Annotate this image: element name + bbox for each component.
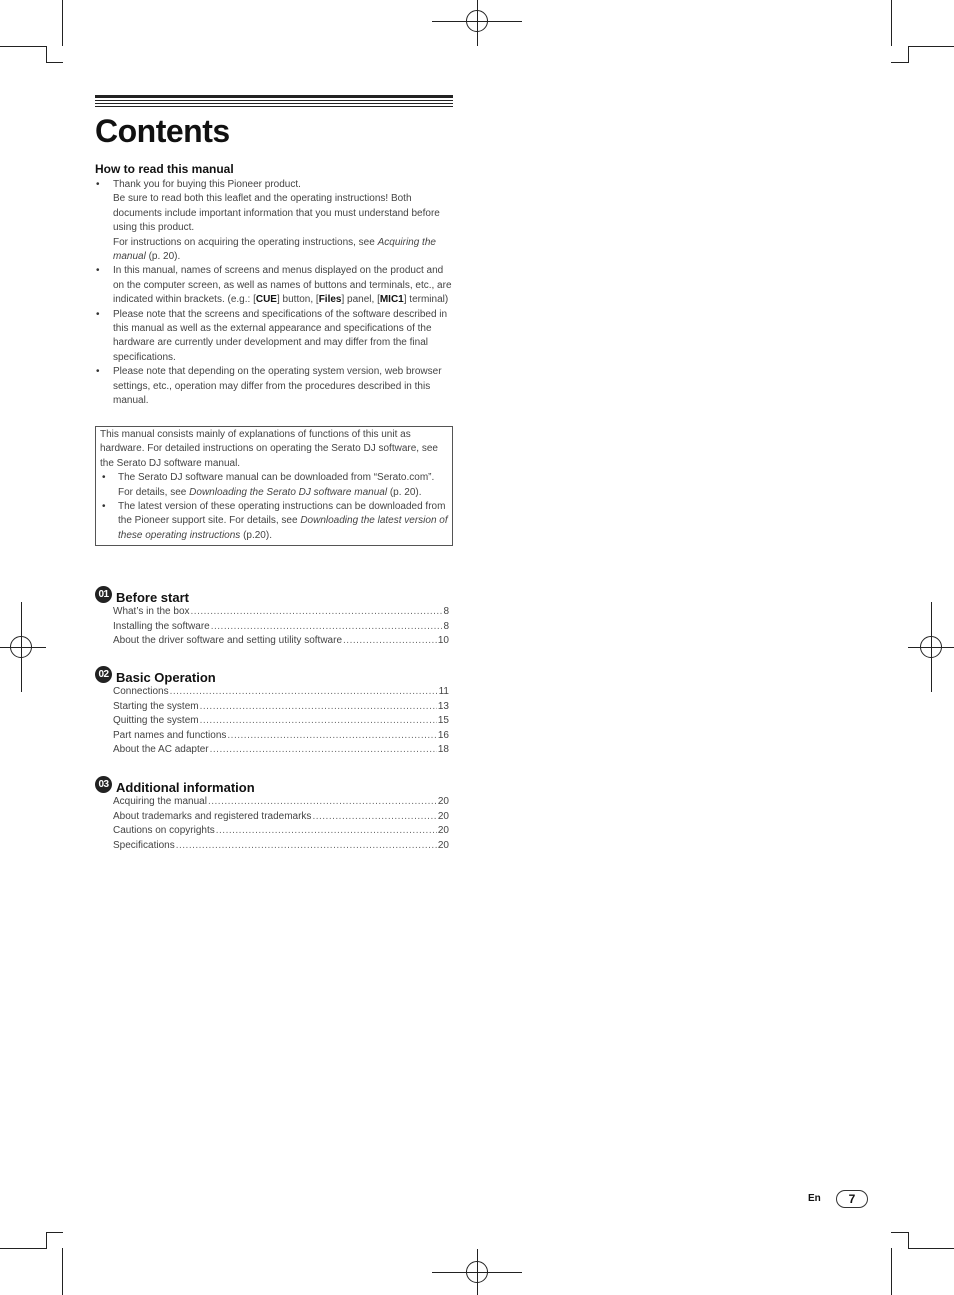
toc-section-basic-operation xyxy=(95,665,453,758)
ui-term: Files xyxy=(318,294,342,306)
crop-mark xyxy=(46,46,47,63)
section-number-badge: 03 xyxy=(95,776,112,793)
leader-dots xyxy=(343,634,437,649)
registration-circle xyxy=(466,10,488,32)
toc-page-number: 8 xyxy=(443,606,449,617)
toc-entry[interactable] xyxy=(113,810,453,825)
text: ] terminal) xyxy=(403,294,449,306)
toc-entry-label: What’s in the box xyxy=(113,606,190,617)
list-item xyxy=(100,500,448,543)
crop-mark xyxy=(46,1232,63,1233)
cross-reference: Downloading the Serato DJ software manual xyxy=(189,486,388,498)
toc-page-number: 16 xyxy=(437,729,449,741)
toc-section-header xyxy=(95,665,453,683)
crop-mark xyxy=(908,1232,909,1249)
crop-mark xyxy=(0,1248,46,1249)
text: (p.20). xyxy=(240,529,272,541)
toc-entry[interactable] xyxy=(113,714,453,729)
paragraph xyxy=(113,236,453,265)
note-intro: This manual consists mainly of explanations of functions of this unit as hardware. For detailed instructions on operating the Serato DJ software, see the Serato DJ software manual. xyxy=(100,429,438,469)
ui-term: CUE xyxy=(255,294,277,306)
title-rule xyxy=(95,95,453,108)
list-item xyxy=(95,178,453,264)
registration-circle xyxy=(466,1261,488,1283)
toc-page-number: 13 xyxy=(437,700,449,712)
note-box xyxy=(95,426,453,546)
toc-section-title: Before start xyxy=(116,589,189,605)
crop-mark xyxy=(891,1232,908,1233)
toc-entry-label: Quitting the system xyxy=(113,715,199,726)
toc-page-number: 20 xyxy=(437,839,449,851)
toc-entry-label: Part names and functions xyxy=(113,729,227,741)
section-number-badge: 02 xyxy=(95,666,112,683)
text: The Serato DJ software manual can be downloaded from “Serato.com”. For details, see xyxy=(118,472,435,498)
toc-page-number: 18 xyxy=(437,744,449,755)
toc-entry-label: Installing the software xyxy=(113,620,210,632)
toc-entry[interactable] xyxy=(113,795,453,810)
paragraph: • Thank you for buying this Pioneer product. xyxy=(113,179,301,190)
toc-entry-label: Starting the system xyxy=(113,700,199,712)
toc-entry[interactable] xyxy=(113,605,453,620)
leader-dots xyxy=(200,714,437,729)
toc-entry-label: About the driver software and setting utility software xyxy=(113,635,343,646)
registration-circle xyxy=(10,636,32,658)
leader-dots xyxy=(191,605,443,620)
cross-reference: Downloading the latest version of these operating instructions xyxy=(118,515,448,541)
toc-entry[interactable] xyxy=(113,839,453,854)
leader-dots xyxy=(200,700,437,715)
list-item xyxy=(95,264,453,307)
crop-mark xyxy=(62,0,63,46)
toc-section-title: Additional information xyxy=(116,779,255,795)
language-label: En xyxy=(808,1193,821,1204)
toc-entry[interactable] xyxy=(113,634,453,649)
bullet-list xyxy=(95,178,453,409)
toc-entry[interactable] xyxy=(113,743,453,758)
leader-dots xyxy=(211,620,443,635)
text: ] button, [ xyxy=(276,294,319,306)
toc-entry-label: Connections xyxy=(113,686,169,697)
leader-dots xyxy=(176,839,437,854)
toc-page-number: 15 xyxy=(437,715,449,726)
toc-page-number: 20 xyxy=(437,825,449,836)
toc-entry-label: Cautions on copyrights xyxy=(113,825,215,836)
registration-circle xyxy=(920,636,942,658)
text: (p. 20). xyxy=(145,251,181,263)
text: The latest version of these operating instructions can be downloaded from the Pioneer support site. For details, see xyxy=(118,501,446,527)
page-number-badge: 7 xyxy=(836,1190,868,1208)
toc-entry[interactable] xyxy=(113,700,453,715)
crop-mark xyxy=(0,46,46,47)
crop-mark xyxy=(908,46,954,47)
toc-page-number: 20 xyxy=(437,810,449,822)
crop-mark xyxy=(908,1248,954,1249)
list-item xyxy=(100,471,448,500)
toc-entry[interactable] xyxy=(113,729,453,744)
toc-section-header xyxy=(95,585,453,603)
crop-mark xyxy=(891,1248,892,1295)
leader-dots xyxy=(312,810,436,825)
leader-dots xyxy=(208,795,437,810)
toc-entry[interactable] xyxy=(113,685,453,700)
list-item: • Please note that the screens and specifications of the software described in this manual as well as the external appearance and specifications of the hardware are currently under development and may differ from the final specifications. xyxy=(95,308,453,366)
list-item: • Please note that depending on the operating system version, web browser settings, etc., operation may differ from the procedures described in this manual. xyxy=(95,365,453,408)
toc-list xyxy=(113,605,453,649)
toc-section-additional-information xyxy=(95,775,453,853)
leader-dots xyxy=(210,743,437,758)
crop-mark xyxy=(908,46,909,63)
leader-dots xyxy=(227,729,436,744)
page-title: Contents xyxy=(95,113,230,149)
text: ] panel, [ xyxy=(341,294,380,306)
toc-list xyxy=(113,685,453,758)
leader-dots xyxy=(216,824,437,839)
crop-mark xyxy=(46,1232,47,1249)
section-number-badge: 01 xyxy=(95,586,112,603)
toc-entry-label: About the AC adapter xyxy=(113,744,209,755)
text: In this manual, names of screens and menus displayed on the product and on the computer screen, as well as names of buttons and terminals, etc., are indicated within brackets. (e.g.: [ xyxy=(113,265,452,306)
crop-mark xyxy=(62,1248,63,1295)
leader-dots xyxy=(170,685,438,700)
toc-page-number: 20 xyxy=(437,796,449,807)
how-to-read-section xyxy=(95,162,453,409)
toc-section-header xyxy=(95,775,453,793)
toc-page-number: 10 xyxy=(437,635,449,646)
text: (p. 20). xyxy=(387,486,422,498)
crop-mark xyxy=(891,62,908,63)
bullet-list xyxy=(100,471,448,543)
paragraph: Be sure to read both this leaflet and the operating instructions! Both documents include important information that you must understand before using this product. xyxy=(113,193,440,234)
toc-page-number: 11 xyxy=(438,686,449,697)
crop-mark xyxy=(891,0,892,46)
cross-reference: Acquiring the manual xyxy=(113,236,436,263)
toc-entry-label: Acquiring the manual xyxy=(113,796,207,807)
toc-section-title: Basic Operation xyxy=(116,669,216,685)
toc-entry-label: Specifications xyxy=(113,839,175,851)
section-heading: How to read this manual xyxy=(95,162,234,176)
toc-entry[interactable] xyxy=(113,620,453,635)
toc-entry[interactable] xyxy=(113,824,453,839)
text: For instructions on acquiring the operating instructions, see xyxy=(113,236,378,248)
toc-page-number: 8 xyxy=(443,620,449,632)
toc-section-before-start xyxy=(95,585,453,649)
toc-list xyxy=(113,795,453,853)
crop-mark xyxy=(46,62,63,63)
ui-term: MIC1 xyxy=(379,294,404,306)
toc-entry-label: About trademarks and registered trademarks xyxy=(113,810,312,822)
